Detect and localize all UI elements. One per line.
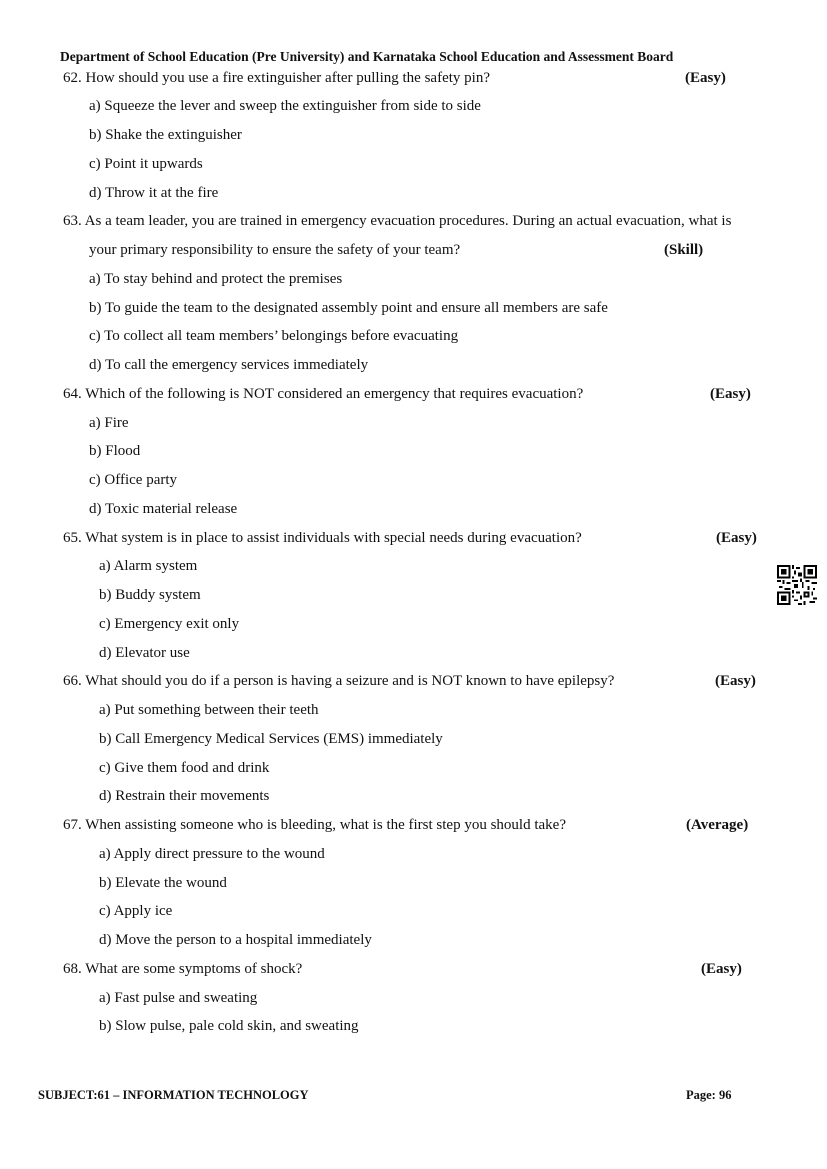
question-68-option-b: b) Slow pulse, pale cold skin, and sweating [99, 1018, 359, 1034]
question-67-option-b: b) Elevate the wound [99, 875, 227, 891]
page-header: Department of School Education (Pre University) and Karnataka School Education and Assessment Board [60, 49, 674, 64]
question-65-option-c: c) Emergency exit only [99, 616, 240, 632]
question-65-stem: 65. What system is in place to assist individuals with special needs during evacuation? [63, 530, 582, 546]
question-67-option-c: c) Apply ice [99, 903, 173, 919]
question-62-option-d: d) Throw it at the fire [89, 185, 219, 201]
question-64-stem: 64. Which of the following is NOT considered an emergency that requires evacuation? [63, 386, 584, 402]
question-68-stem: 68. What are some symptoms of shock? [63, 961, 303, 977]
question-64-option-c: c) Office party [89, 472, 178, 488]
question-67-option-a: a) Apply direct pressure to the wound [99, 846, 325, 862]
question-63-level: (Skill) [664, 242, 704, 258]
question-67-option-d: d) Move the person to a hospital immediately [99, 932, 372, 948]
question-64-option-a: a) Fire [89, 415, 129, 431]
footer-page-number: Page: 96 [686, 1088, 732, 1102]
question-65-option-a: a) Alarm system [99, 558, 198, 574]
question-64-option-d: d) Toxic material release [89, 501, 238, 517]
question-62-option-c: c) Point it upwards [89, 156, 203, 172]
question-62-option-a: a) Squeeze the lever and sweep the extinguisher from side to side [89, 98, 481, 114]
question-65-option-b: b) Buddy system [99, 587, 201, 603]
question-63-stem-line-1: 63. As a team leader, you are trained in emergency evacuation procedures. During an actual evacuation, what is [63, 213, 732, 229]
question-65-level: (Easy) [716, 530, 757, 546]
qr-code-icon [777, 565, 817, 605]
question-63-stem-line-2: your primary responsibility to ensure the safety of your team? [89, 242, 461, 258]
question-68-option-a: a) Fast pulse and sweating [99, 990, 258, 1006]
question-66-option-a: a) Put something between their teeth [99, 702, 319, 718]
question-62-stem: 62. How should you use a fire extinguisher after pulling the safety pin? [63, 70, 490, 86]
question-62-option-b: b) Shake the extinguisher [89, 127, 242, 143]
question-66-option-b: b) Call Emergency Medical Services (EMS) immediately [99, 731, 443, 747]
question-65-option-d: d) Elevator use [99, 645, 190, 661]
question-63-option-d: d) To call the emergency services immediately [89, 357, 369, 373]
question-66-level: (Easy) [715, 673, 756, 689]
question-66-option-c: c) Give them food and drink [99, 760, 270, 776]
question-66-stem: 66. What should you do if a person is having a seizure and is NOT known to have epilepsy? [63, 673, 615, 689]
question-64-level: (Easy) [710, 386, 751, 402]
question-63-option-a: a) To stay behind and protect the premises [89, 271, 343, 287]
question-62-level: (Easy) [685, 70, 726, 86]
footer-subject: SUBJECT:61 – INFORMATION TECHNOLOGY [38, 1088, 309, 1102]
question-63-option-b: b) To guide the team to the designated assembly point and ensure all members are safe [89, 300, 608, 316]
question-63-option-c: c) To collect all team members’ belongings before evacuating [89, 328, 459, 344]
question-67-level: (Average) [686, 817, 749, 833]
question-68-level: (Easy) [701, 961, 742, 977]
question-66-option-d: d) Restrain their movements [99, 788, 270, 804]
question-64-option-b: b) Flood [89, 443, 141, 459]
question-67-stem: 67. When assisting someone who is bleeding, what is the first step you should take? [63, 817, 566, 833]
